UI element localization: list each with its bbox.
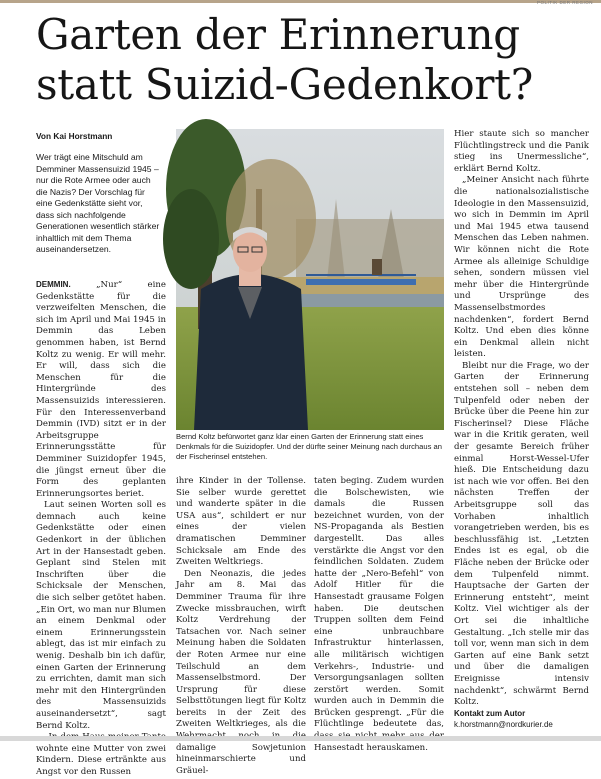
contact-email[interactable]: k.horstmann@nordkurier.de [454,720,553,729]
photo-caption: Bernd Koltz befürwortet ganz klar einen Garten der Erinnerung statt eines Denkmals für die Suizidopfer. Und der dürfte seiner Meinung nach durchaus an der Fischerinsel entstehen. [176,432,442,461]
article-paragraph: Laut seinen Worten soll es demnach auch keine Gedenkstätte oder einen Gedenkort in der üblichen Art in der Hansestadt geben. Geplant sind Stelen mit Inschriften über die Schicksale der Menschen, die sich selber getötet haben. „Ein Ort, wo man nur Blumen an einem Denkmal oder einem Erinnerungsstein ablegt, das ist mir einfach zu wenig. Deshalb bin ich dafür, einen Garten der Erinnerung zu errichten, damit man sich mehr mit den Hintergründen des Massensuizids auseinandersetzt“, sagt Bernd Koltz. [36,500,166,731]
section-label: POLITIK DER REGION [536,0,593,5]
article-paragraph: ihre Kinder in der Tollense. Sie selber wurde gerettet und wanderte später in die USA aus“, schildert er nur eines der vielen dramatischen Demminer Schicksale am Ende des Zweiten Weltkriegs. [176,476,306,568]
lead-paragraph: Wer trägt eine Mitschuld am Demminer Massensuizid 1945 – nur die Rote Armee oder auch die Nazis? Der Vorschlag für eine Gedenkstätte sieht vor, dass sich nachfolgende Generationen wesentlich stärker inhaltlich mit dem Thema auseinandersetzen. [36,152,160,254]
dateline: DEMMIN. [36,280,71,289]
top-rule [0,0,601,3]
article-photo [176,129,444,430]
byline: Von Kai Horstmann [36,131,113,141]
article-column-3 [314,476,444,753]
bottom-rule [0,736,601,741]
article-text: „Nur“ eine Gedenkstätte für die verzweifelten Menschen, die sich im April und Mai 1945 in Demmin das Leben genommen haben, ist Bernd Koltz zu wenig. Er will mehr. Er will, dass sich die Menschen für die Hintergründe des Massensuizids interessieren. Für den Interessenverband Demmin (IVD) sitzt er in der Arbeitsgruppe Erinnerungsstätte für Demminer Suizidopfer 1945, die jüngst erneut über die Form des geplanten Erinnerungsortes beriet. [36,280,166,499]
contact-heading: Kontakt zum Autor [454,709,526,718]
article-paragraph: taten beging. Zudem wurden die Bolschewisten, wie damals die Russen bezeichnet wurden, von der NS-Propaganda als Bestien dargestellt. Das alles verstärkte die Angst vor den feindlichen Soldaten. Zudem hatte der „Nero-Befehl“ von Adolf Hitler für die Hansestadt grausame Folgen haben. Die deutschen Truppen sollten dem Feind eine unbrauchbare Infrastruktur hinterlassen, alle militärisch wichtigen Verkehrs-, Industrie- und Versorgungsanlagen sollten zerstört werden. Somit wurden auch in Demmin die Brücken gesprengt. „Für die Flüchtlinge bedeutete das, Hansestadt herauskamen. [314,476,444,753]
article-column-1 [36,279,166,777]
photo-illustration [176,129,444,430]
article-paragraph: wohnte eine Mutter von zwei Kindern. Diese ertränkte aus Angst vor den Russen [36,743,166,777]
article-paragraph: Hier staute sich so mancher Flüchtlingstreck und die Panik stieg ins Unermessliche“, erklärt Bernd Koltz. [454,129,589,174]
article-paragraph: Den Neonazis, die jedes Jahr am 8. Mai das Demminer Trauma für ihre Zwecke missbrauchen, wirft Koltz Verdrehung der Tatsachen vor. Nach seiner Meinung haben die Soldaten der Roten Armee nur eine Teilschuld an dem Massenselbstmord. Der Ursprung für diese Selbsttötungen liegt für Koltz bereits in der Zeit des Zweiten Weltkrieges, als die damalige Sowjetunion hineinmarschierte und Gräuel- [176,568,306,776]
headline: Garten der Erinnerung statt Suizid-Gedenkort? [36,10,533,109]
article-column-2 [176,476,306,776]
article-column-4 [454,129,589,708]
article-paragraph: „Meiner Ansicht nach führte die nationalsozialistische Ideologie in den Massensuizid, wo sich in Demmin im April und Mai 1945 etwa tausend Menschen das Leben nahmen. Wir können nicht die Rote Armee als alleinige Schuldige sehen, sondern müssen viel mehr über die Hintergründe und Ursprünge des Massenselbstmordes nachdenken“, fordert Bernd Koltz. Und eben dies könne ein Denkmal allein nicht leisten. [454,175,589,360]
article-paragraph: Bleibt nur die Frage, wo der Garten der Erinnerung entstehen soll – neben dem Tulpenfeld oder neben der Brücke über die Peene hin zur Fischerinsel? Diese Fläche war in die Kritik geraten, weil der gesamte Bereich früher einmal Horst-Wessel-Ufer hieß. Die Entscheidung dazu ist nach wie vor offen. Bei den nächsten Treffen der Arbeitsgruppe soll das Vorhaben inhaltlich vorangetrieben werden, bis es beschlussfähig ist. „Letzten Endes ist es egal, ob die Fläche neben der Brücke oder dem Tulpenfeld nimmt. Hauptsache der Garten der Erinnerung entsteht“, meint Koltz. Viel wichtiger als der Ort sei die inhaltliche Gestaltung. „Ich stelle mir das toll vor, wenn man sich in dem Garten auf eine Bank setzt und über die damaligen Ereignisse intensiv nachdenkt“, schwärmt Bernd Koltz. [454,360,589,708]
article-paragraph [36,279,166,500]
